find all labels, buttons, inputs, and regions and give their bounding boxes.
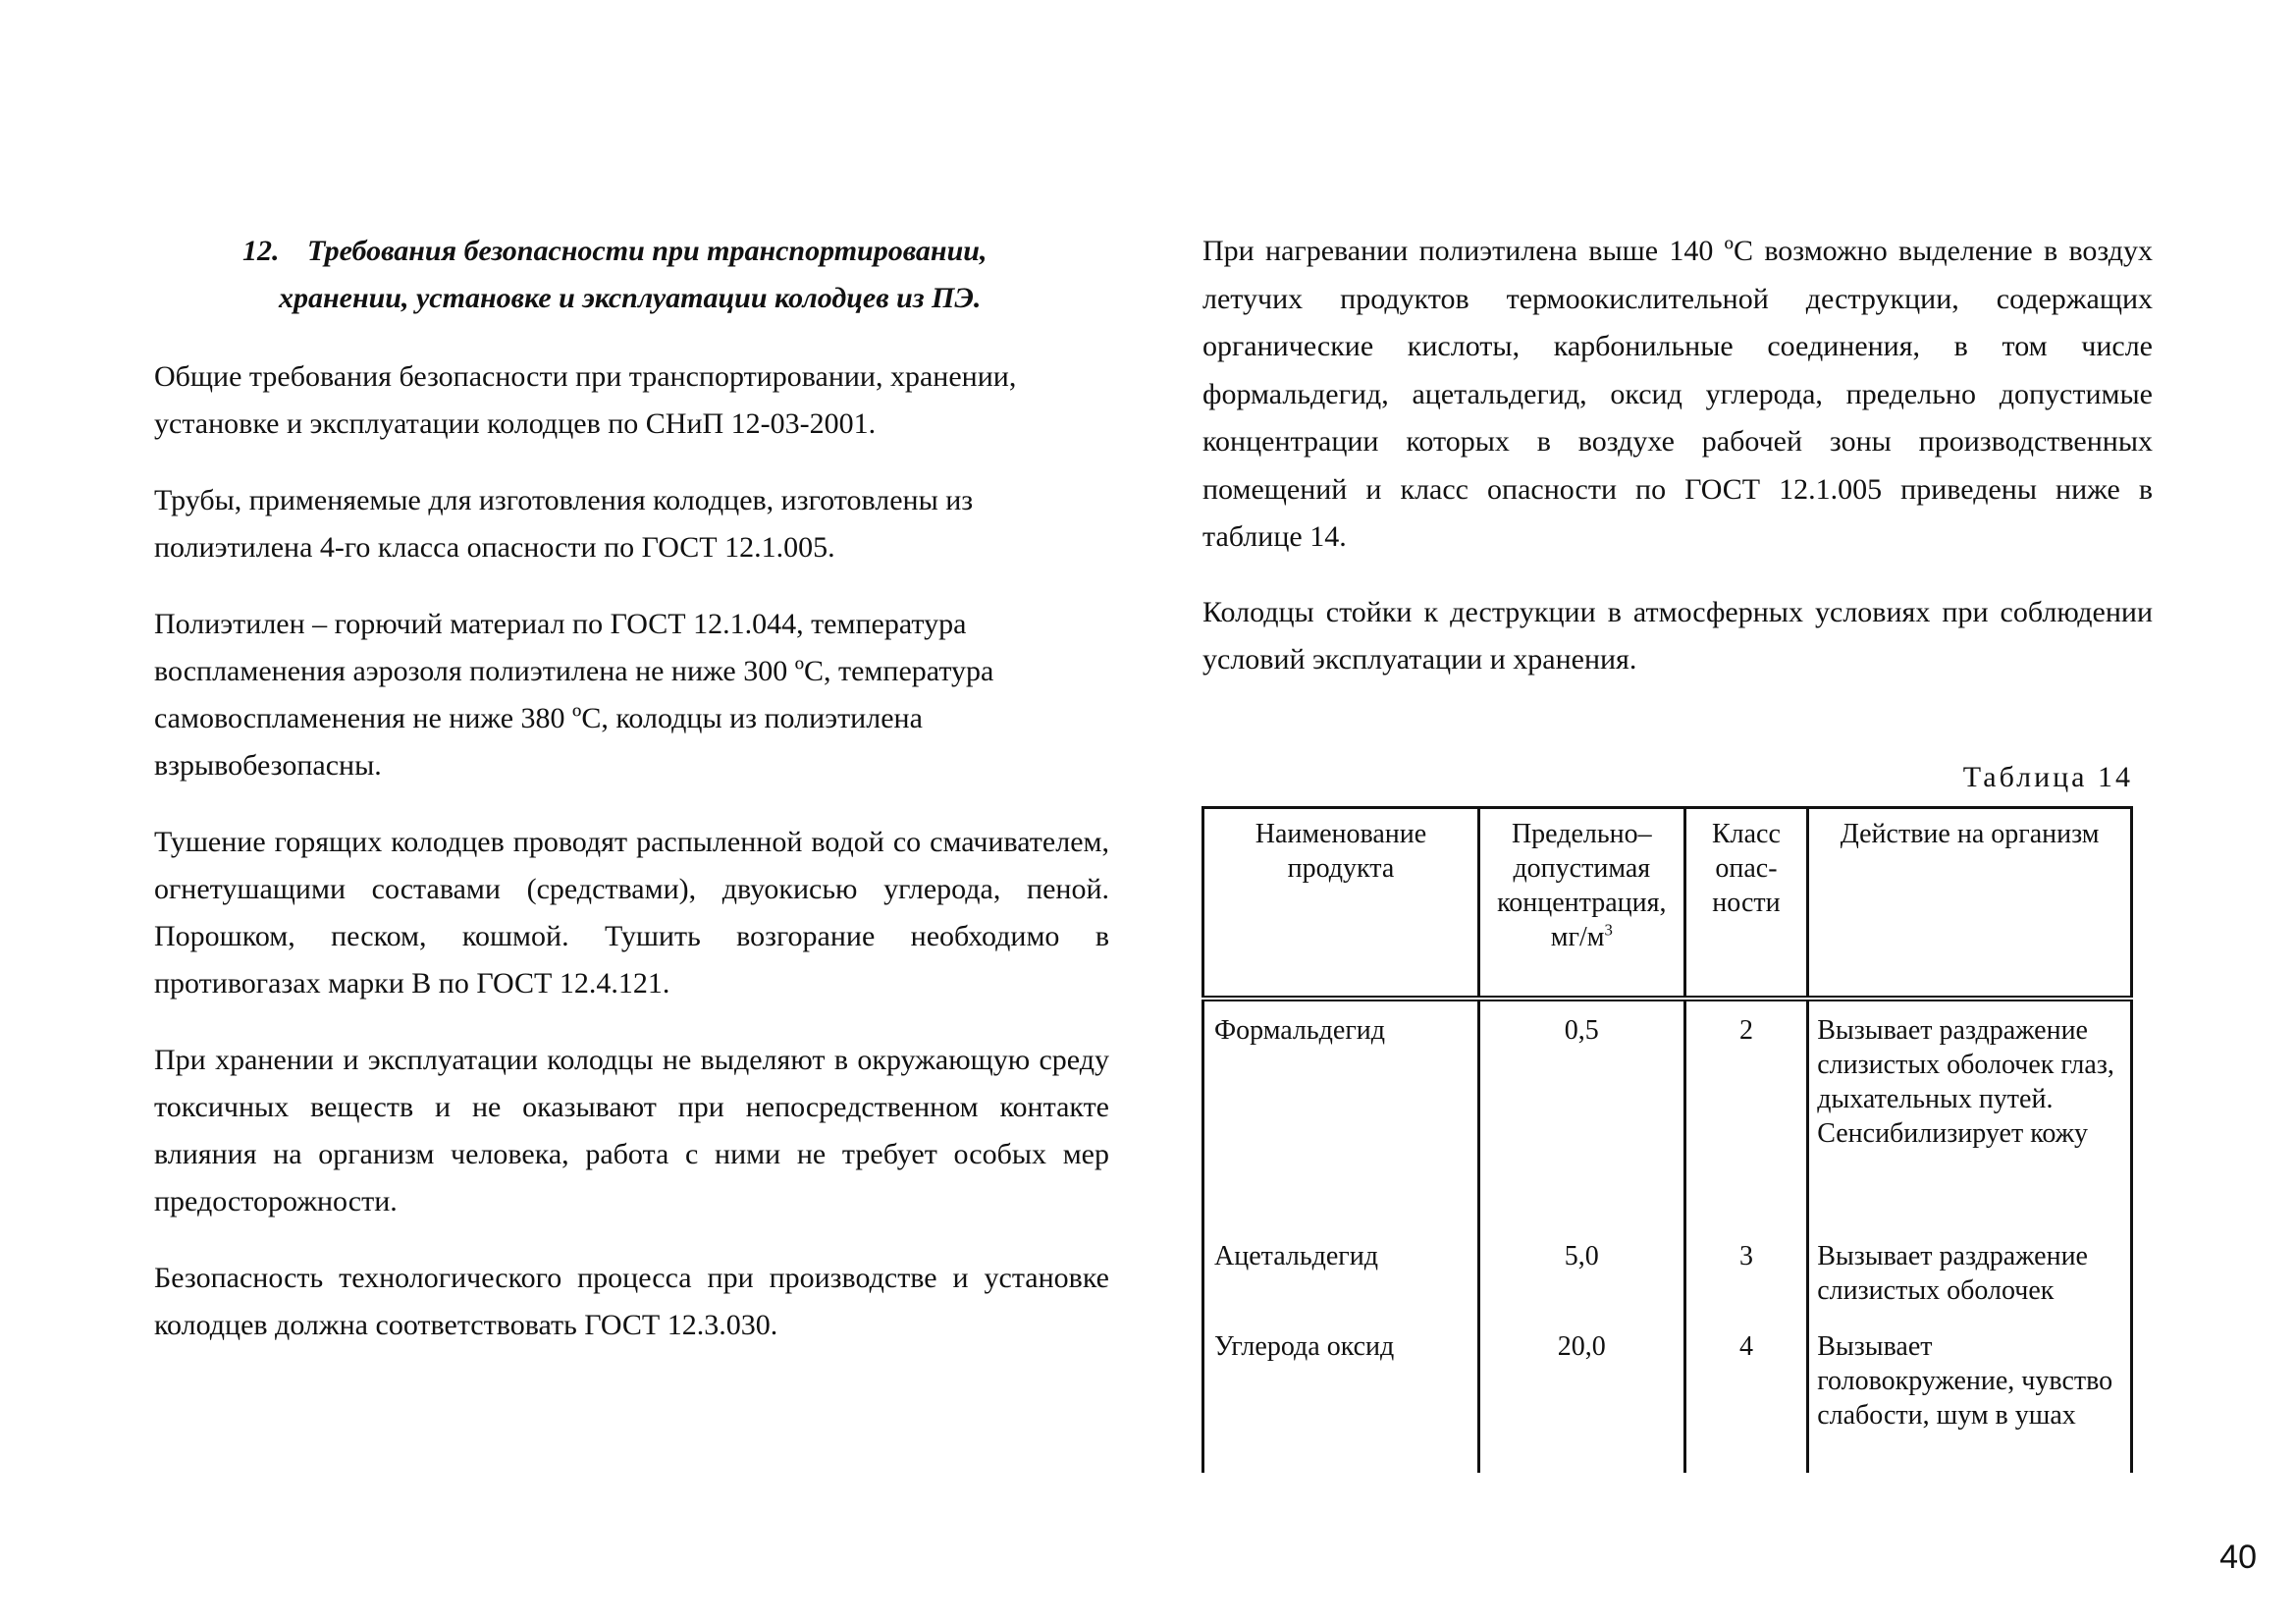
- cell-effect: Вызывает головокружение, чувство слабости, шум в ушах: [1808, 1322, 2132, 1473]
- header-unit-superscript: 3: [1604, 920, 1613, 940]
- cell-effect: Вызывает раздражение слизистых оболочек: [1808, 1233, 2132, 1322]
- cell-concentration: 20,0: [1478, 1322, 1684, 1473]
- cell-product-name: Формальдегид: [1203, 999, 1479, 1233]
- paragraph-general-requirements: Общие требования безопасности при транспортировании, хранении, установке и эксплуатации колодцев по СНиП 12-03-2001.: [154, 360, 1017, 440]
- cell-concentration: 5,0: [1478, 1233, 1684, 1322]
- header-max-concentration: [1478, 808, 1684, 1000]
- table-caption: Таблица 14: [1962, 761, 2133, 793]
- cell-product-name: Ацетальдегид: [1203, 1233, 1479, 1322]
- paragraph-polyethylene-flammability: Полиэтилен – горючий материал по ГОСТ 12.1.044, температура воспламенения аэрозоля полиэтилена не ниже 300 ºС, температура самовоспламенения не ниже 380 ºС, колодцы из полиэтилена взрывобезопасны.: [154, 608, 994, 782]
- section-title-part-1: Требования безопасности при транспортировании,: [307, 235, 988, 267]
- cell-concentration: 0,5: [1478, 999, 1684, 1233]
- paragraph-thermal-destruction: При нагревании полиэтилена выше 140 ºС возможно выделение в воздух летучих продуктов термоокислительной деструкции, содержащих органические кислоты, карбонильные соединения, в том числе формальдегид, ацетальдегид, оксид углерода, предельно допустимые концентрации которых в воздухе рабочей зоны производственных помещений и класс опасности по ГОСТ 12.1.005 приведены ниже в таблице 14.: [1202, 235, 2153, 553]
- paragraph-pipes-hazard-class: Трубы, применяемые для изготовления колодцев, изготовлены из полиэтилена 4-го класса опасности по ГОСТ 12.1.005.: [154, 484, 974, 564]
- hazard-table: [1201, 806, 2133, 1473]
- left-column: [154, 228, 1109, 1379]
- header-hazard-class: Класс опас-ности: [1684, 808, 1808, 1000]
- header-max-concentration-unit: мг/м: [1550, 922, 1605, 952]
- table-row: [1203, 1233, 2132, 1322]
- cell-hazard-class: 3: [1684, 1233, 1808, 1322]
- right-column: [1202, 228, 2153, 712]
- header-product-name: Наименование продукта: [1203, 808, 1479, 1000]
- header-effect: Действие на организм: [1808, 808, 2132, 1000]
- cell-hazard-class: 4: [1684, 1322, 1808, 1473]
- header-max-concentration-label: Предельно– допустимая концентрация,: [1497, 819, 1667, 918]
- table-row: [1203, 1322, 2132, 1473]
- section-heading-line-1: [154, 228, 1109, 275]
- paragraph-fire-extinguishing: Тушение горящих колодцев проводят распыленной водой со смачивателем, огнетушащими составами (средствами), двуокисью углерода, пеной. Порошком, песком, кошмой. Тушить возгорание необходимо в противогазах марки В по ГОСТ 12.4.121.: [154, 826, 1109, 1000]
- cell-hazard-class: 2: [1684, 999, 1808, 1233]
- table-header-row: [1203, 808, 2132, 1000]
- section-heading-line-2: хранении, установке и эксплуатации колодцев из ПЭ.: [279, 282, 982, 314]
- section-number: 12.: [242, 235, 280, 267]
- paragraph-process-safety: Безопасность технологического процесса при производстве и установке колодцев должна соответствовать ГОСТ 12.3.030.: [154, 1262, 1109, 1341]
- cell-effect: Вызывает раздражение слизистых оболочек глаз, дыхательных путей. Сенсибилизирует кожу: [1808, 999, 2132, 1233]
- cell-product-name: Углерода оксид: [1203, 1322, 1479, 1473]
- paragraph-storage-safety: При хранении и эксплуатации колодцы не выделяют в окружающую среду токсичных веществ и не оказывают при непосредственном контакте влияния на организм человека, работа с ними не требует особых мер предосторожности.: [154, 1044, 1109, 1217]
- paragraph-atmospheric-resistance: Колодцы стойки к деструкции в атмосферных условиях при соблюдении условий эксплуатации и хранения.: [1202, 595, 2153, 676]
- table-row: [1203, 999, 2132, 1233]
- section-heading: [154, 228, 1109, 322]
- page-number: 40: [2219, 1539, 2257, 1576]
